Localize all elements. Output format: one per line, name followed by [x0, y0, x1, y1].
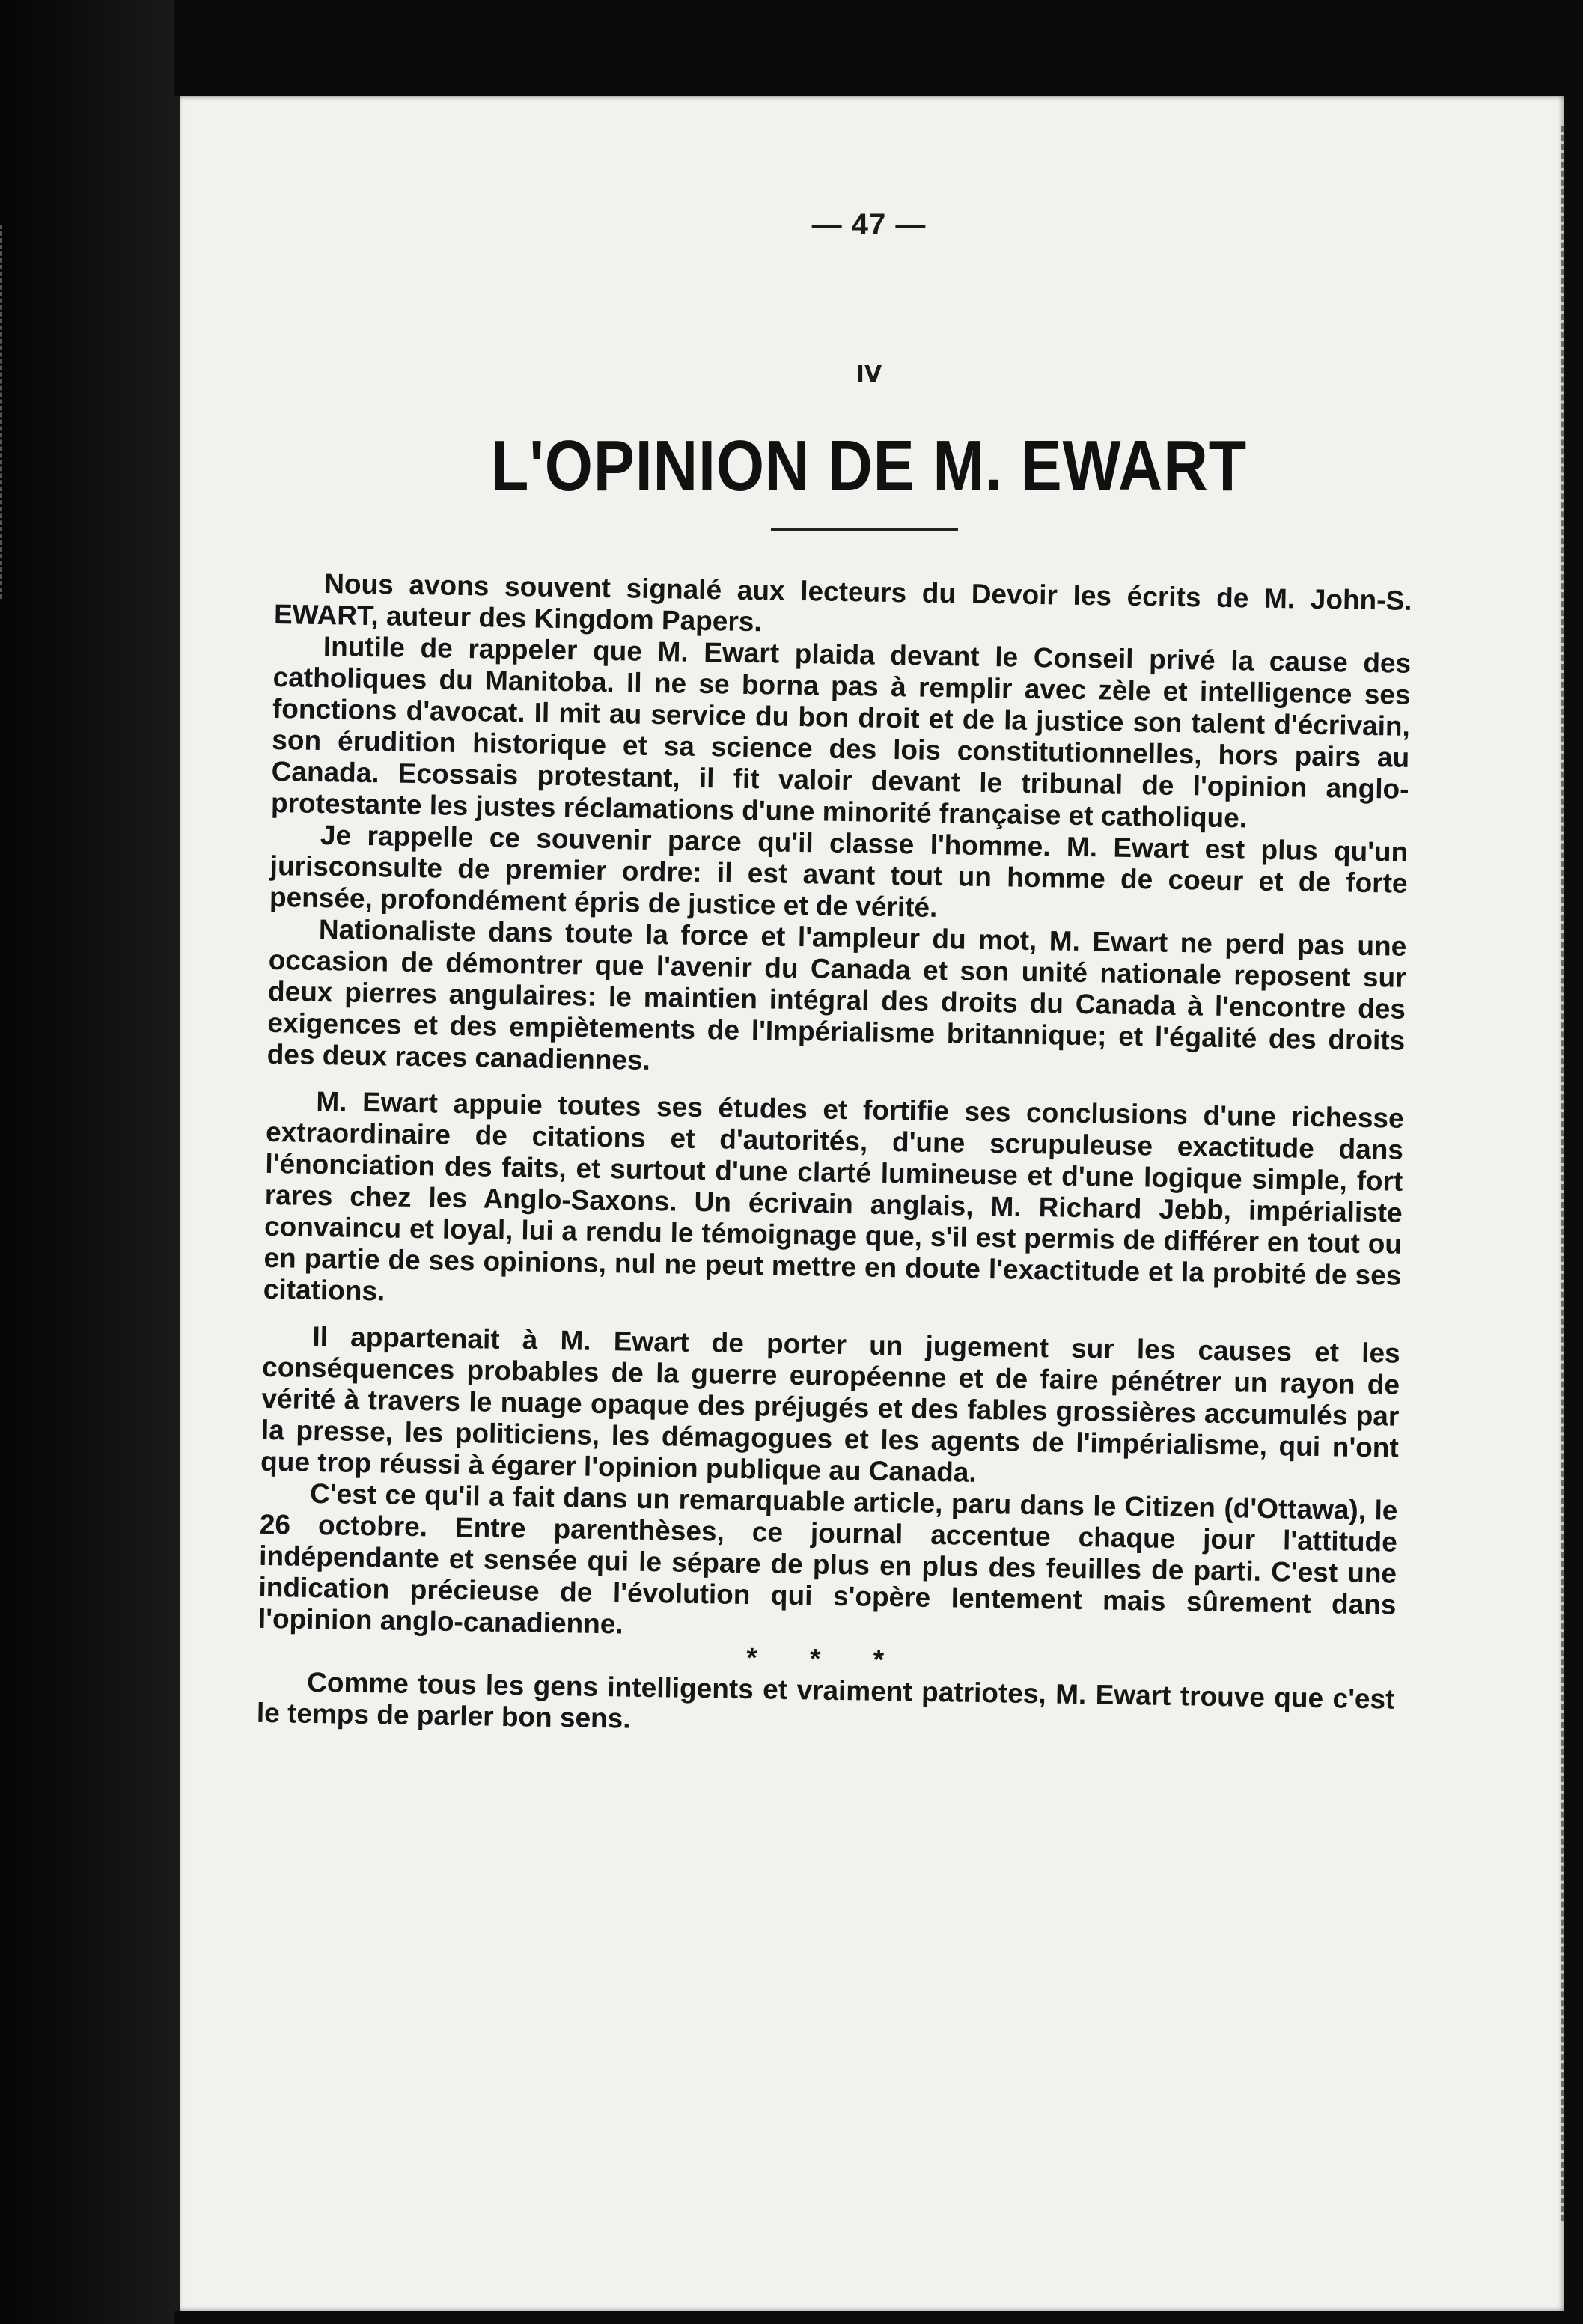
page-right-edge [1557, 126, 1564, 2221]
scan-background-left [0, 0, 174, 2324]
article-body [257, 567, 1412, 1747]
paragraph: C'est ce qu'il a fait dans un remarquable article, paru dans le Citizen (d'Ottawa), le 26 octobre. Entre parenthèses, ce journal accentue chaque jour l'attitude indépendante et sensée qui le sépare de plus en plus des feuilles de parti. C'est une indication précieuse de l'évolution qui s'opère lentement mais sûrement dans l'opinion anglo-canadienne. [257, 1477, 1398, 1640]
paragraph: Comme tous les gens intelligents et vraiment patriotes, M. Ewart trouve que c'est le temps de parler bon sens. [256, 1666, 1395, 1734]
paragraph: Je rappelle ce souvenir parce qu'il classe l'homme. M. Ewart est plus qu'un jurisconsulte de premier ordre: il est avant tout un homme de coeur et de forte pensée, profondément épris de justice et de vérité. [269, 820, 1409, 923]
paragraph: Il appartenait à M. Ewart de porter un jugement sur les causes et les conséquences probables de la guerre européenne et de faire pénétrer un rayon de vérité à travers le nuage opaque des préjugés et des fables grossières accumulés par la presse, les politiciens, les démagogues et les agents de l'impérialisme, qui n'ont que trop réussi à égarer l'opinion publique au Canada. [260, 1320, 1401, 1488]
chapter-title: L'OPINION DE M. EWART [490, 426, 1248, 506]
section-number: IV [855, 362, 882, 388]
paragraph: Nous avons souvent signalé aux lecteurs du Devoir les écrits de M. John-S. EWART, auteur des Kingdom Papers. [273, 568, 1412, 638]
page-gutter [174, 96, 180, 2311]
previous-page-edge [0, 225, 11, 599]
paragraph: M. Ewart appuie toutes ses études et fortifie ses conclusions d'une richesse extraordinaire de citations et d'autorités, d'une scrupuleuse exactitude dans l'énonciation des faits, et surtout d'une clarté lumineuse et d'une logique simple, fort rares chez les Anglo-Saxons. Un écrivain anglais, M. Richard Jebb, impérialiste convaincu et loyal, lui a rendu le témoignage que, s'il est permis de différer en tout ou en partie de ses opinions, nul ne peut mettre en doute l'exactitude et la probité de ses citations. [263, 1085, 1404, 1307]
section-separator: * * * [745, 1642, 907, 1676]
paragraph: Inutile de rappeler que M. Ewart plaida devant le Conseil privé la cause des catholiques du Manitoba. Il ne se borna pas à remplir avec zèle et intelligence ses fonctions d'avocat. Il mit au service du bon droit et de la justice son talent d'écrivain, son érudition historique et sa science des lois constitutionnelles, hors pairs au Canada. Ecossais protestant, il fit valoir devant le tribunal de l'opinion anglo-protestante les justes réclamations d'une minorité française et catholique. [270, 631, 1412, 834]
title-divider [771, 528, 958, 531]
page-number: — 47 — [811, 208, 927, 241]
book-page [174, 96, 1564, 2311]
paragraph: Nationaliste dans toute la force et l'ampleur du mot, M. Ewart ne perd pas une occasion de démontrer que l'avenir du Canada et son unité nationale reposent sur deux pierres angulaires: le maintien intégral des droits du Canada à l'encontre des exigences et des empiètements de l'Impérialisme britannique; et l'égalité des droits des deux races canadiennes. [266, 913, 1407, 1076]
